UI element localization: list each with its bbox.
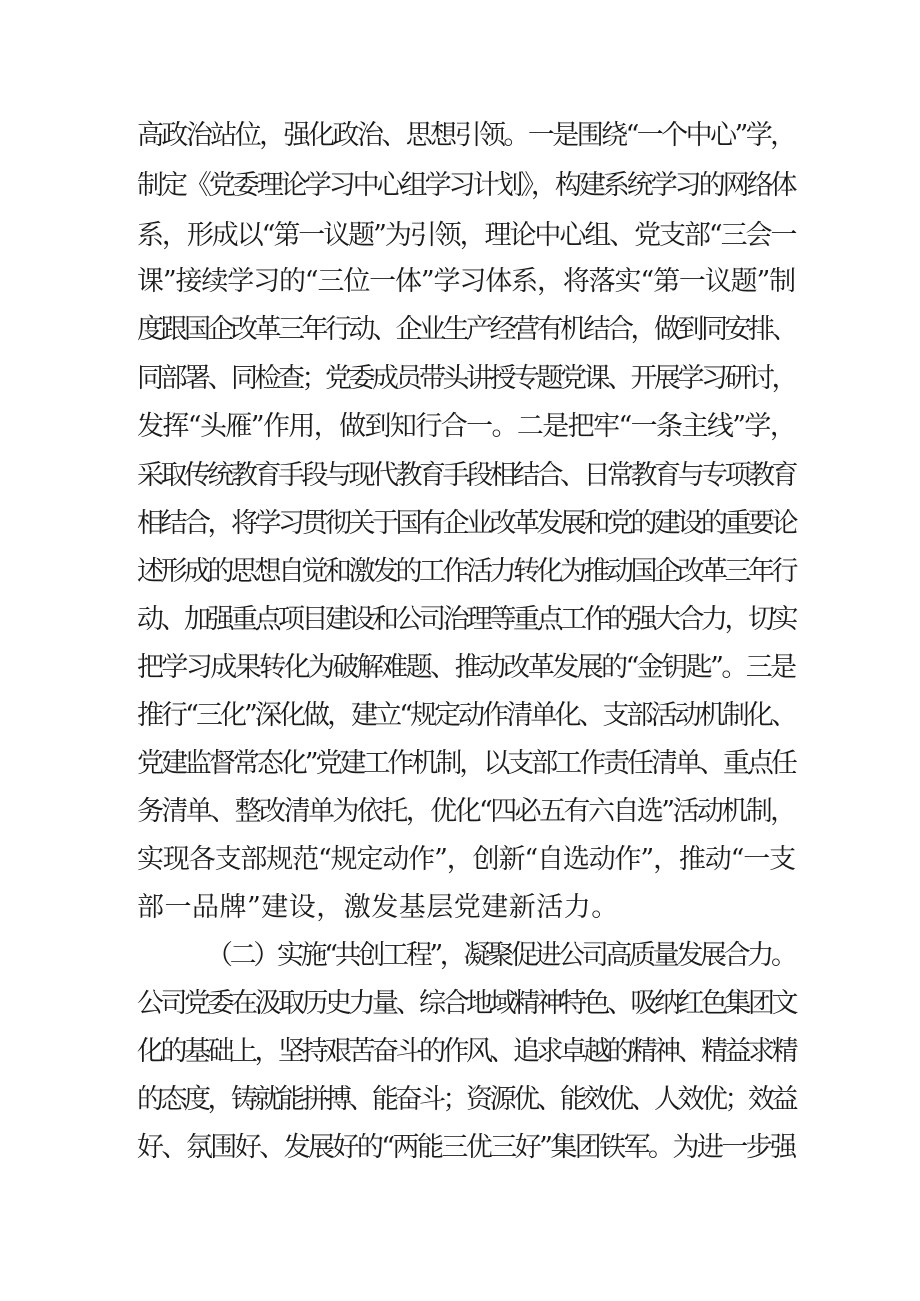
paragraph-line: 好、氛围好、发展好的“两能三优三好”集团铁军。为进一步强	[137, 1132, 795, 1163]
paragraph-line: 系，形成以“第一议题”为引领，理论中心组、党支部“三会一	[137, 220, 796, 251]
paragraph-line: 课”接续学习的“三位一体”学习体系，将落实“第一议题”制	[137, 266, 796, 297]
paragraph-line: 采取传统教育手段与现代教育手段相结合、日常教育与专项教育	[137, 460, 795, 491]
paragraph-line: 党建监督常态化”党建工作机制，以支部工作责任清单、重点任	[137, 748, 795, 779]
paragraph-line: 相结合，将学习贯彻关于国有企业改革发展和党的建设的重要论	[137, 508, 795, 539]
paragraph-line: 务清单、整改清单为依托，优化“四必五有六自选”活动机制，	[137, 796, 795, 827]
paragraph-line: 的态度，铸就能拼搏、能奋斗；资源优、能效优、人效优；效益	[137, 1084, 795, 1115]
paragraph-line: 公司党委在汲取历史力量、综合地域精神特色、吸纳红色集团文	[137, 988, 795, 1019]
paragraph-line: 实现各支部规范“规定动作”，创新“自选动作”，推动“一支	[137, 844, 796, 875]
paragraph-line: 部一品牌”建设，激发基层党建新活力。	[137, 892, 619, 923]
paragraph-line: 度跟国企改革三年行动、企业生产经营有机结合，做到同安排、	[137, 314, 795, 345]
paragraph-line: 发挥“头雁”作用，做到知行合一。二是把牢“一条主线”学，	[137, 411, 796, 442]
paragraph-line: 化的基础上，坚持艰苦奋斗的作风、追求卓越的精神、精益求精	[137, 1036, 795, 1067]
paragraph-line: 推行“三化”深化做，建立“规定动作清单化、支部活动机制化、	[137, 700, 795, 731]
paragraph-line: 述形成的思想自觉和激发的工作活力转化为推动国企改革三年行	[137, 556, 795, 587]
paragraph-line: 动、加强重点项目建设和公司治理等重点工作的强大合力，切实	[137, 604, 795, 635]
section-heading: （二）实施“共创工程”，凝聚促进公司高质量发展合力。	[206, 940, 795, 971]
paragraph-line: 高政治站位，强化政治、思想引领。一是围绕“一个中心”学，	[137, 120, 795, 151]
paragraph-line: 制定《党委理论学习中心组学习计划》，构建系统学习的网络体	[137, 170, 795, 201]
paragraph-line: 同部署、同检查；党委成员带头讲授专题党课、开展学习研讨，	[137, 363, 795, 394]
paragraph-line: 把学习成果转化为破解难题、推动改革发展的“金钥匙”。三是	[137, 652, 795, 683]
